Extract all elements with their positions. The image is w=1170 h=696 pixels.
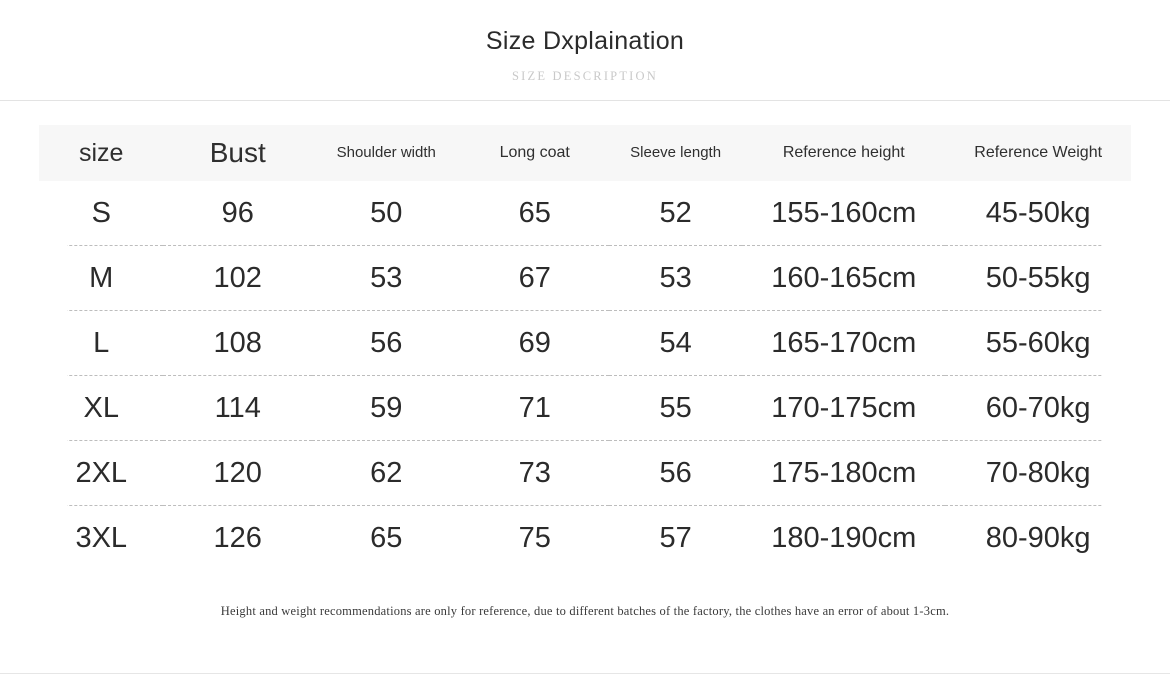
size-table-container — [39, 125, 1131, 570]
cell-reference-weight: 45-50kg — [945, 181, 1131, 246]
cell-long-coat: 75 — [518, 521, 551, 554]
column-header-bust: Bust — [163, 125, 312, 181]
cell-sleeve-length: 55 — [609, 376, 742, 441]
cell-reference-weight: 50-55kg — [945, 246, 1131, 311]
cell-size: M — [39, 246, 163, 311]
table-row — [39, 181, 1131, 246]
cell-shoulder-width: 50 — [312, 181, 461, 246]
cell-long-coat: 71 — [460, 376, 609, 441]
column-header-reference-height: Reference height — [742, 125, 945, 181]
table-row — [39, 246, 1131, 311]
cell-reference-height: 155-160cm — [742, 181, 945, 246]
footer-divider — [0, 673, 1170, 674]
cell-size: 2XL — [39, 441, 163, 506]
size-table-body — [39, 181, 1131, 570]
column-header-reference-weight: Reference Weight — [945, 125, 1131, 181]
cell-bust: 126 — [213, 521, 262, 554]
size-table — [39, 125, 1131, 570]
cell-reference-height: 170-175cm — [742, 376, 945, 441]
cell-shoulder-width: 53 — [312, 246, 461, 311]
disclaimer-note: Height and weight recommendations are only for reference, due to different batches of the factory, the clothes have an error of about 1-3cm. — [220, 604, 950, 618]
cell-reference-height: 165-170cm — [742, 311, 945, 376]
table-row — [39, 311, 1131, 376]
cell-bust: 108 — [163, 311, 312, 376]
cell-reference-height: 175-180cm — [742, 441, 945, 506]
page-title: Size Dxplaination — [485, 27, 685, 55]
cell-shoulder-width: 65 — [370, 521, 403, 554]
cell-bust: 120 — [163, 441, 312, 506]
cell-reference-weight: 60-70kg — [945, 376, 1131, 441]
cell-sleeve-length: 53 — [609, 246, 742, 311]
cell-bust: 114 — [163, 376, 312, 441]
cell-size: L — [39, 311, 163, 376]
page-header — [0, 0, 1170, 84]
cell-sleeve-length: 57 — [659, 521, 692, 554]
cell-reference-height: 160-165cm — [742, 246, 945, 311]
cell-shoulder-width: 59 — [312, 376, 461, 441]
cell-bust: 96 — [163, 181, 312, 246]
header-divider — [0, 100, 1170, 101]
cell-reference-weight: 55-60kg — [945, 311, 1131, 376]
cell-sleeve-length: 54 — [609, 311, 742, 376]
cell-bust: 102 — [163, 246, 312, 311]
cell-shoulder-width: 62 — [312, 441, 461, 506]
table-row — [39, 441, 1131, 506]
cell-size: XL — [39, 376, 163, 441]
column-header-size: size — [39, 125, 163, 181]
cell-reference-height: 180-190cm — [771, 521, 917, 554]
cell-reference-weight: 70-80kg — [945, 441, 1131, 506]
cell-shoulder-width: 56 — [312, 311, 461, 376]
column-header-long-coat: Long coat — [460, 125, 609, 181]
column-header-shoulder-width: Shoulder width — [312, 125, 461, 181]
table-header-row — [39, 125, 1131, 181]
cell-reference-weight: 80-90kg — [945, 506, 1131, 571]
cell-long-coat: 67 — [460, 246, 609, 311]
cell-sleeve-length: 52 — [609, 181, 742, 246]
cell-long-coat: 73 — [460, 441, 609, 506]
column-header-sleeve-length: Sleeve length — [609, 125, 742, 181]
cell-long-coat: 69 — [460, 311, 609, 376]
table-row — [39, 506, 1131, 571]
cell-size: S — [39, 181, 163, 246]
page-subtitle: SIZE DESCRIPTION — [512, 69, 658, 83]
table-row — [39, 376, 1131, 441]
cell-sleeve-length: 56 — [609, 441, 742, 506]
cell-size: 3XL — [39, 506, 163, 571]
cell-long-coat: 65 — [460, 181, 609, 246]
